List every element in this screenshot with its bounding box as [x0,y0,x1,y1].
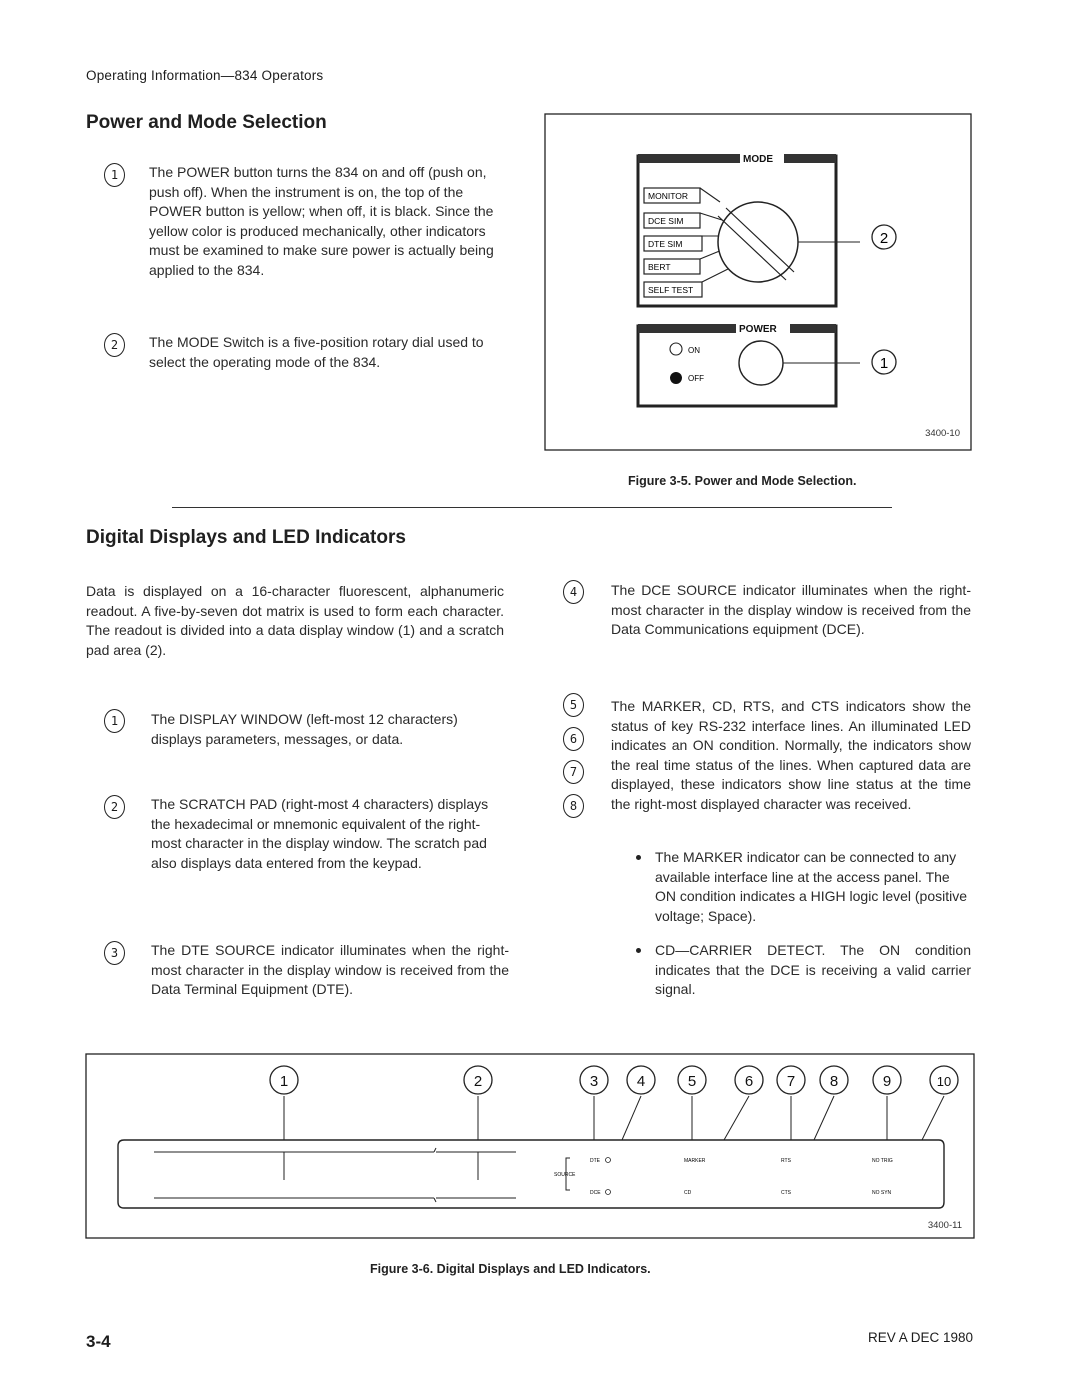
marker-label: MARKER [684,1158,706,1164]
callout-6: 6 [563,727,584,751]
rts-label: RTS [781,1158,791,1164]
figure-3-5-panel [540,110,980,456]
callout-7-label: 7 [786,1073,796,1090]
callout-4-label: 4 [636,1073,646,1090]
figure-3-6-panel [84,1052,978,1242]
callout-2: 2 [104,333,125,357]
marker-bullet-text: The MARKER indicator can be connected to any available interface line at the access panel. The ON condition indicates a HIGH logic level (positive voltage; Space). [655,849,968,924]
power-title: POWER [739,324,777,335]
section-title-displays: Digital Displays and LED Indicators [86,527,406,548]
mode-option-dce-sim: DCE SIM [648,216,684,226]
figure-3-6-id: 3400-11 [927,1220,962,1231]
callout-3: 3 [104,941,125,965]
figure-3-6-caption: Figure 3-6. Digital Displays and LED Indicators. [370,1262,651,1276]
page-number: 3-4 [86,1332,111,1351]
dte-label: DTE [590,1158,600,1164]
displays-intro: Data is displayed on a 16-character fluorescent, alphanumeric readout. A five-by-seven dot matrix is used to form each character. The readout is divided into a data display window (1) and a scratch pad area (2). [86,583,504,658]
bullet [636,948,641,953]
callout-2: 2 [104,795,125,819]
callout-7: 7 [563,760,584,784]
power-button-description: The POWER button turns the 834 on and off (push on, push off). When the instrument is on, the top of the POWER button is yellow; when off, it is black. Since the yellow color is produced mechanically, other indicators must be examined to make sure power is actually being applied to the 834. [149,164,494,278]
callout-5: 5 [563,693,584,717]
mode-callout: 2 [879,230,889,247]
on-label: ON [688,346,700,355]
source-label: SOURCE [554,1172,576,1178]
mode-rotary-dial [718,202,798,282]
status-indicators-description: The MARKER, CD, RTS, and CTS indicators show the status of key RS-232 interface lines. An illuminated LED indicates an ON condition. Normally, the indicators show the real time status of the lines. When captured data are displayed, these indicators show line status at the time the right-most displayed character was received. [611,698,971,812]
callout-3-label: 3 [589,1073,599,1090]
off-label: OFF [688,374,704,383]
figure-3-5-caption: Figure 3-5. Power and Mode Selection. [628,474,857,488]
no-syn-label: NO SYN [872,1190,892,1196]
callout-9-label: 9 [882,1073,892,1090]
callout-10-label: 10 [936,1074,952,1089]
cd-bullet-text: CD—CARRIER DETECT. The ON condition indicates that the DCE is receiving a valid carrier signal. [655,942,971,997]
mode-option-monitor: MONITOR [648,191,688,201]
display-window-outline [154,1148,516,1202]
mode-option-bert: BERT [648,262,671,272]
cd-label: CD [684,1190,692,1196]
callout-1: 1 [104,709,125,733]
mode-option-dte-sim: DTE SIM [648,239,683,249]
dce-source-description: The DCE SOURCE indicator illuminates when the right-most character in the display window is received from the Data Communications equipment (DCE). [611,582,971,637]
callout-6-label: 6 [744,1073,754,1090]
callout-2-label: 2 [473,1073,483,1090]
dce-label: DCE [590,1190,601,1196]
display-window-description: The DISPLAY WINDOW (left-most 12 characters) displays parameters, messages, or data. [151,711,458,747]
dte-source-description: The DTE SOURCE indicator illuminates when the right-most character in the display window is received from the Data Terminal Equipment (DTE). [151,942,509,997]
power-callout: 1 [879,355,889,372]
revision-label: REV A DEC 1980 [868,1330,974,1345]
mode-option-self-test: SELF TEST [648,285,694,295]
figure-3-5-id: 3400-10 [925,428,960,439]
cts-label: CTS [781,1190,791,1196]
section-title-power-mode: Power and Mode Selection [86,112,327,133]
power-button [739,341,783,385]
on-indicator [670,343,682,355]
no-trig-label: NO TRIG [872,1158,893,1164]
mode-title: MODE [743,154,773,165]
callout-8: 8 [563,794,584,818]
bullet [636,855,641,860]
running-header: Operating Information—834 Operators [86,68,324,83]
callout-1: 1 [104,163,125,187]
off-indicator [670,372,682,384]
callout-1-label: 1 [279,1073,289,1090]
callout-4: 4 [563,580,584,604]
mode-switch-description: The MODE Switch is a five-position rotary dial used to select the operating mode of the 834. [149,334,484,370]
callout-8-label: 8 [829,1073,839,1090]
section-divider [172,507,892,508]
scratch-pad-description: The SCRATCH PAD (right-most 4 characters) displays the hexadecimal or mnemonic equivalent of the right-most character in the display window. The scratch pad also displays data entered from the keypad. [151,796,489,871]
callout-5-label: 5 [687,1073,697,1090]
